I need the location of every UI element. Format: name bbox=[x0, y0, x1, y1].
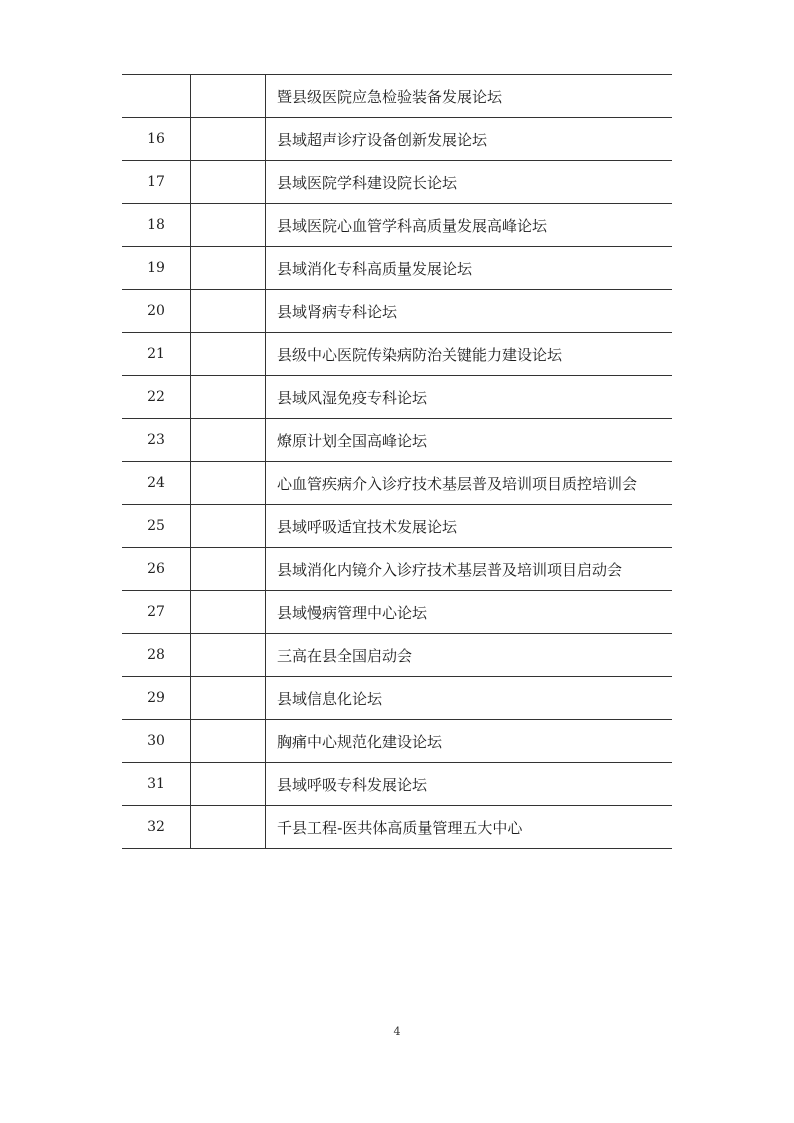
category-cell bbox=[191, 634, 266, 677]
category-cell bbox=[191, 806, 266, 849]
table-row bbox=[122, 247, 672, 290]
category-cell bbox=[191, 75, 266, 118]
row-number bbox=[122, 75, 191, 118]
category-cell bbox=[191, 161, 266, 204]
forum-name: 县域医院学科建设院长论坛 bbox=[266, 161, 673, 204]
category-cell bbox=[191, 720, 266, 763]
category-cell bbox=[191, 591, 266, 634]
category-cell bbox=[191, 505, 266, 548]
category-cell bbox=[191, 419, 266, 462]
table-row bbox=[122, 677, 672, 720]
table-row bbox=[122, 419, 672, 462]
category-cell bbox=[191, 548, 266, 591]
row-number: 31 bbox=[122, 763, 191, 806]
table-row bbox=[122, 75, 672, 118]
category-cell bbox=[191, 290, 266, 333]
forum-name: 县域慢病管理中心论坛 bbox=[266, 591, 673, 634]
forum-name: 县域消化内镜介入诊疗技术基层普及培训项目启动会 bbox=[266, 548, 673, 591]
forum-name: 县级中心医院传染病防治关键能力建设论坛 bbox=[266, 333, 673, 376]
row-number: 21 bbox=[122, 333, 191, 376]
table-row bbox=[122, 634, 672, 677]
row-number: 30 bbox=[122, 720, 191, 763]
table-row bbox=[122, 376, 672, 419]
forum-table-body bbox=[122, 75, 672, 849]
category-cell bbox=[191, 677, 266, 720]
row-number: 24 bbox=[122, 462, 191, 505]
forum-name: 县域呼吸专科发展论坛 bbox=[266, 763, 673, 806]
forum-name: 暨县级医院应急检验装备发展论坛 bbox=[266, 75, 673, 118]
row-number: 27 bbox=[122, 591, 191, 634]
table-row bbox=[122, 548, 672, 591]
table-row bbox=[122, 505, 672, 548]
table-row bbox=[122, 720, 672, 763]
row-number: 20 bbox=[122, 290, 191, 333]
row-number: 19 bbox=[122, 247, 191, 290]
forum-name: 心血管疾病介入诊疗技术基层普及培训项目质控培训会 bbox=[266, 462, 673, 505]
category-cell bbox=[191, 247, 266, 290]
row-number: 17 bbox=[122, 161, 191, 204]
page-number: 4 bbox=[393, 1025, 401, 1038]
category-cell bbox=[191, 376, 266, 419]
forum-name: 县域超声诊疗设备创新发展论坛 bbox=[266, 118, 673, 161]
category-cell bbox=[191, 118, 266, 161]
category-cell bbox=[191, 333, 266, 376]
row-number: 25 bbox=[122, 505, 191, 548]
category-cell bbox=[191, 204, 266, 247]
forum-name: 县域肾病专科论坛 bbox=[266, 290, 673, 333]
table-row bbox=[122, 806, 672, 849]
row-number: 23 bbox=[122, 419, 191, 462]
table-row bbox=[122, 591, 672, 634]
forum-name: 千县工程-医共体高质量管理五大中心 bbox=[266, 806, 673, 849]
table-row bbox=[122, 462, 672, 505]
table-row bbox=[122, 290, 672, 333]
row-number: 32 bbox=[122, 806, 191, 849]
category-cell bbox=[191, 462, 266, 505]
forum-name: 燎原计划全国高峰论坛 bbox=[266, 419, 673, 462]
category-cell bbox=[191, 763, 266, 806]
forum-name: 三高在县全国启动会 bbox=[266, 634, 673, 677]
table-row bbox=[122, 161, 672, 204]
row-number: 22 bbox=[122, 376, 191, 419]
row-number: 28 bbox=[122, 634, 191, 677]
forum-name: 胸痛中心规范化建设论坛 bbox=[266, 720, 673, 763]
table-row bbox=[122, 118, 672, 161]
row-number: 26 bbox=[122, 548, 191, 591]
forum-name: 县域信息化论坛 bbox=[266, 677, 673, 720]
forum-table bbox=[122, 74, 672, 849]
forum-name: 县域呼吸适宜技术发展论坛 bbox=[266, 505, 673, 548]
row-number: 29 bbox=[122, 677, 191, 720]
forum-name: 县域消化专科高质量发展论坛 bbox=[266, 247, 673, 290]
table-row bbox=[122, 763, 672, 806]
forum-name: 县域风湿免疫专科论坛 bbox=[266, 376, 673, 419]
row-number: 16 bbox=[122, 118, 191, 161]
forum-name: 县域医院心血管学科高质量发展高峰论坛 bbox=[266, 204, 673, 247]
table-row bbox=[122, 333, 672, 376]
row-number: 18 bbox=[122, 204, 191, 247]
table-row bbox=[122, 204, 672, 247]
